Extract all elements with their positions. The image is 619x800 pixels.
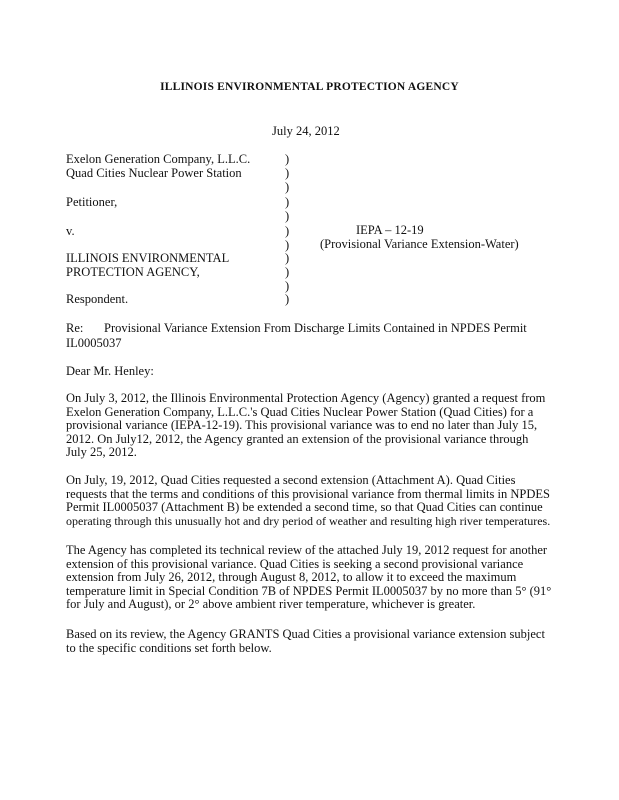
paragraph-line: On July 3, 2012, the Illinois Environmental Protection Agency (Agency) granted a request from xyxy=(66,391,546,405)
paragraph-line: On July, 19, 2012, Quad Cities requested a second extension (Attachment A). Quad Cities xyxy=(66,473,516,487)
petitioner-name-line-1: Exelon Generation Company, L.L.C. xyxy=(66,152,251,166)
paragraph-line: operating through this unusually hot and dry period of weather and resulting high river temperatures. xyxy=(66,513,551,528)
agency-title: ILLINOIS ENVIRONMENTAL PROTECTION AGENCY xyxy=(160,81,459,93)
caption-paren: ) xyxy=(285,279,290,293)
re-subject: Provisional Variance Extension From Discharge Limits Contained in NPDES Permit xyxy=(104,321,527,335)
paragraph-line: for July and August), or 2° above ambient river temperature, whichever is greater. xyxy=(66,597,476,612)
paragraph-4 xyxy=(66,628,558,655)
paragraph-2 xyxy=(66,474,558,528)
caption-paren: ) xyxy=(285,195,290,209)
caption-paren: ) xyxy=(285,152,290,166)
caption-paren: ) xyxy=(285,238,290,252)
salutation: Dear Mr. Henley: xyxy=(66,364,154,378)
re-label: Re: xyxy=(66,321,84,335)
case-number: IEPA – 12-19 xyxy=(356,223,424,237)
respondent-name-line-2: PROTECTION AGENCY, xyxy=(66,265,200,279)
caption-paren: ) xyxy=(285,265,290,279)
paragraph-line: temperature limit in Special Condition 7B of NPDES Permit IL0005037 by no more than 5° (91° xyxy=(66,583,552,598)
document-date: July 24, 2012 xyxy=(272,124,340,138)
paragraph-line: The Agency has completed its technical review of the attached July 19, 2012 request for another xyxy=(66,543,548,557)
paragraph-line: Exelon Generation Company, L.L.C.'s Quad Cities Nuclear Power Station (Quad Cities) for a xyxy=(66,404,534,419)
caption-paren: ) xyxy=(285,209,290,223)
paragraph-3 xyxy=(66,544,558,612)
re-permit-number: IL0005037 xyxy=(66,335,122,350)
case-type: (Provisional Variance Extension-Water) xyxy=(320,237,519,251)
respondent-label: Respondent. xyxy=(66,292,129,306)
paragraph-line: extension from July 26, 2012, through August 8, 2012, to allow it to exceed the maximum xyxy=(66,570,517,585)
caption-paren: ) xyxy=(285,166,290,180)
paragraph-line: 2012. On July12, 2012, the Agency granted an extension of the provisional variance through xyxy=(66,431,529,446)
caption-paren: ) xyxy=(285,251,290,265)
paragraph-line: extension of this provisional variance. Quad Cities is seeking a second provisional variance xyxy=(66,556,524,571)
paragraph-line: Permit IL0005037 (Attachment B) be extended a second time, so that Quad Cities can continue xyxy=(66,500,543,515)
paragraph-line: provisional variance (IEPA-12-19). This provisional variance was to end no later than July 15, xyxy=(66,418,538,433)
petitioner-label: Petitioner, xyxy=(66,195,118,209)
caption-paren: ) xyxy=(285,292,290,306)
paragraph-line: to the specific conditions set forth below. xyxy=(66,640,272,655)
re-line xyxy=(66,321,566,350)
paragraph-1 xyxy=(66,392,558,460)
paragraph-line: Based on its review, the Agency GRANTS Quad Cities a provisional variance extension subject xyxy=(66,627,545,641)
caption-paren: ) xyxy=(285,224,290,238)
respondent-name-line-1: ILLINOIS ENVIRONMENTAL xyxy=(66,251,230,265)
paragraph-line: requests that the terms and conditions of this provisional variance from thermal limits in NPDES xyxy=(66,486,550,501)
caption-paren: ) xyxy=(285,180,290,194)
versus-label: v. xyxy=(66,224,75,238)
petitioner-name-line-2: Quad Cities Nuclear Power Station xyxy=(66,166,242,180)
paragraph-line: July 25, 2012. xyxy=(66,445,137,460)
